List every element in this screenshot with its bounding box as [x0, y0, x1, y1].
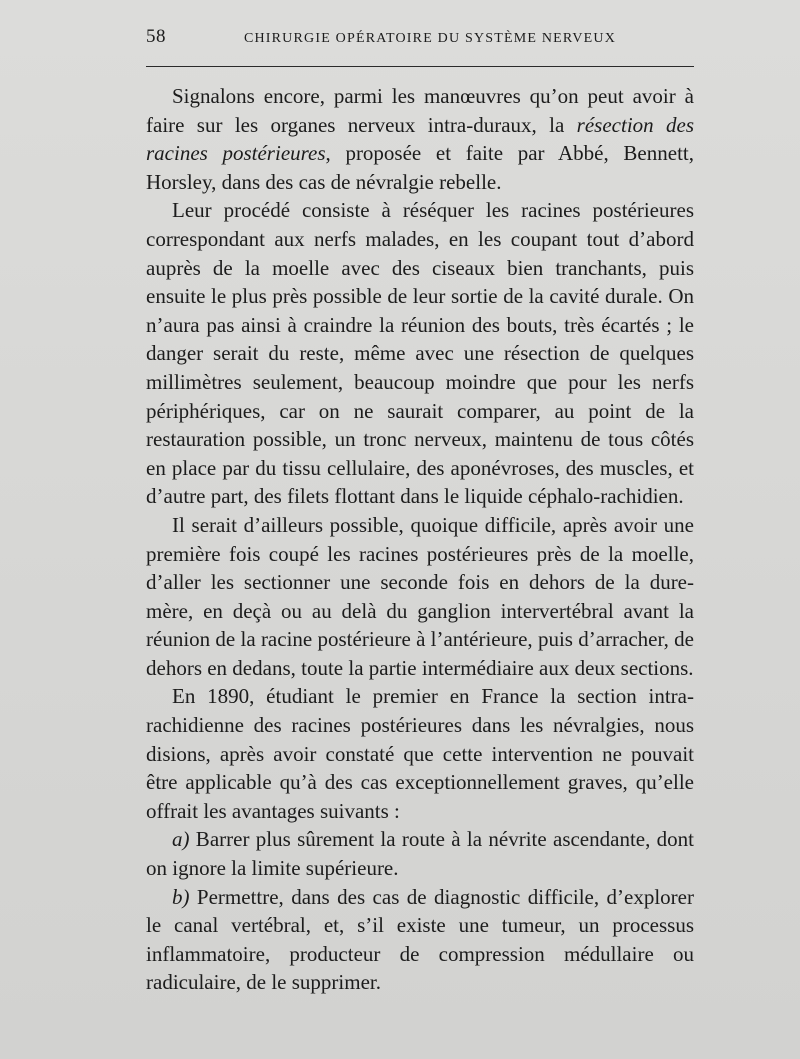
list-item-b-text: Permettre, dans des cas de diagnostic difficile, d’explorer le canal vertébral, et, s’il existe une tumeur, un processus inflammatoire, producteur de compression médullaire ou radiculaire, de le supprimer.	[146, 884, 694, 995]
page-header	[146, 26, 694, 48]
paragraph-1-italic: résection des racines postérieures	[146, 112, 694, 166]
paragraph-4: En 1890, étudiant le premier en France la section intrarachidienne des racines postérieures dans les névralgies, nous disions, après avoir constaté que cette intervention ne pouvait être applicable qu’à des cas exceptionnellement graves, qu’elle offrait les avantages suivants :	[146, 684, 694, 823]
running-head: CHIRURGIE OPÉRATOIRE DU SYSTÈME NERVEUX	[243, 31, 617, 46]
paragraph-1-text-b: , proposée et faite par Abbé, Bennett, Horsley, dans des cas de névralgie rebelle.	[146, 141, 694, 194]
header-rule	[146, 66, 694, 67]
paragraph-1-text-a: Signalons encore, parmi les manœuvres qu’on peut avoir à faire sur les organes nerveux intra-duraux, la	[146, 84, 694, 137]
paragraph-2: Leur procédé consiste à réséquer les racines postérieures correspondant aux nerfs malades, en les coupant tout d’abord auprès de la moelle avec des ciseaux bien tranchants, puis ensuite le plus près possible de leur sortie de la cavité durale. On n’aura pas ainsi à craindre la réunion des bouts, très écartés ; le danger serait du reste, même avec une résection de quelques millimètres seulement, beaucoup moindre que pour les nerfs périphériques, car on ne saurait comparer, au point de la restauration possible, un tronc nerveux, maintenu de tous côtés en place par du tissu cellulaire, des aponévroses, des muscles, et d’autre part, des filets flottant dans le liquide céphalo-rachidien.	[146, 198, 694, 509]
list-marker-b: b)	[172, 884, 190, 909]
list-item-b	[146, 883, 694, 997]
body-text	[146, 82, 694, 997]
list-marker-a: a)	[172, 827, 190, 852]
list-item-a	[146, 825, 694, 882]
paragraph-3: Il serait d’ailleurs possible, quoique difficile, après avoir une première fois coupé les racines postérieures près de la moelle, d’aller les sectionner une seconde fois en dehors de la dure-mère, en deçà ou au delà du ganglion intervertébral avant la réunion de la racine postérieure à l’antérieure, puis d’arracher, de dehors en dedans, toute la partie intermédiaire aux deux sections.	[146, 512, 694, 680]
paragraph-1	[146, 82, 694, 196]
page-number: 58	[146, 26, 166, 47]
list-item-a-text: Barrer plus sûrement la route à la névrite ascendante, dont on ignore la limite supérieure.	[146, 827, 694, 881]
